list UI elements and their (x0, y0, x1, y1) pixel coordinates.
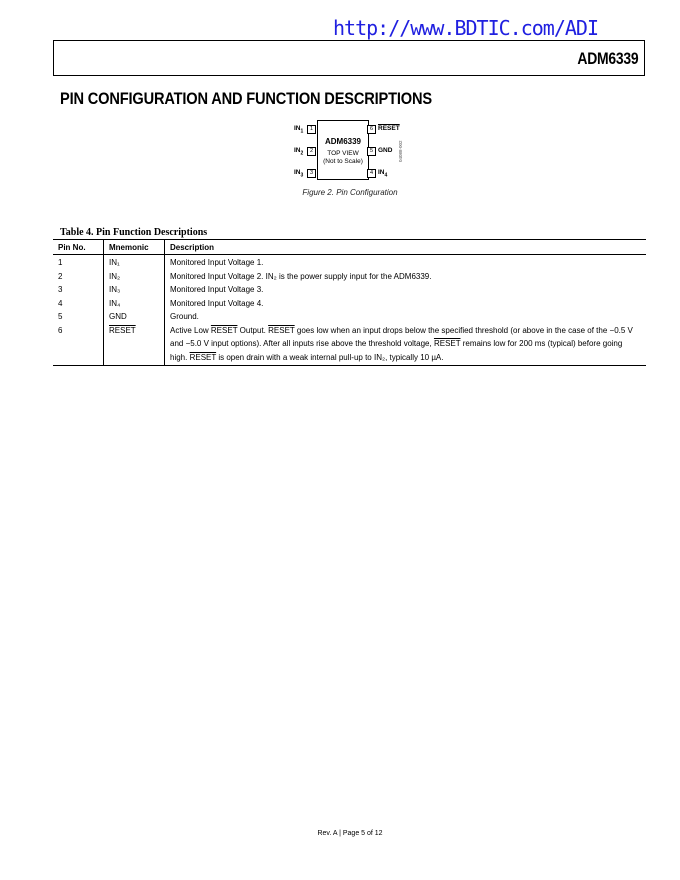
description-cell: Monitored Input Voltage 3. (165, 283, 647, 297)
pin-number-cell: 4 (58, 298, 63, 308)
pin-number-cell: 6 (53, 324, 104, 366)
pin-number-cell: 1 (58, 258, 63, 267)
pin-4-label: $IN_4$ (378, 169, 388, 179)
pin-5-box: 5 (367, 147, 376, 156)
reset-signal-text: RESET (210, 325, 238, 335)
table-row (53, 270, 646, 284)
mnemonic-cell: IN₄ (104, 297, 165, 311)
chip-name: ADM6339 (324, 137, 361, 146)
header-part-number: ADM6339 (576, 49, 638, 68)
column-header-pin-no: Pin No. (53, 240, 104, 255)
mnemonic-cell: IN₂ (104, 270, 165, 284)
description-cell: Monitored Input Voltage 2. IN₂ is the power supply input for the ADM6339. (165, 270, 647, 284)
mnemonic-cell: RESET (104, 324, 165, 366)
mnemonic-cell: IN₃ (104, 283, 165, 297)
pin-number-cell: 5 (58, 312, 63, 321)
page-header (53, 40, 645, 76)
reset-signal-text: RESET (433, 339, 461, 348)
pin-number-cell: 3 (58, 285, 63, 294)
reset-signal-text: RESET (189, 352, 217, 362)
pin-function-table (53, 239, 646, 366)
pin-5-label: GND (378, 147, 393, 154)
mnemonic-cell: IN₁ (104, 255, 165, 270)
pin-2-box: 2 (307, 147, 316, 156)
source-url-link[interactable]: http://www.BDTIC.com/ADI (333, 16, 598, 40)
pin-number-cell: 2 (58, 271, 63, 281)
reset-signal-text: RESET (268, 325, 295, 335)
pin-1-label: $IN_1$ (294, 125, 304, 135)
pin-6-box: 6 (367, 125, 376, 134)
description-cell: Active Low RESET Output. RESET goes low when an input drops below the specified threshold (or above in the case of the −0.5 V and −5.0 V input options). After all inputs rise above the threshold voltage, RESET remains low for 200 ms (typical) before going high. RESET is open drain with a weak internal pull-up to IN₂, typically 10 µA. (165, 324, 647, 366)
mnemonic-cell: GND (104, 310, 165, 324)
table-row (53, 310, 646, 324)
table-header-row (53, 240, 646, 255)
description-cell: Monitored Input Voltage 1. (165, 255, 647, 270)
chip-top-view-label: TOP VIEW (327, 150, 359, 157)
table-row (53, 297, 646, 311)
pin-1-box: 1 (307, 125, 316, 134)
figure-caption: Figure 2. Pin Configuration (302, 188, 398, 197)
chip-body (317, 120, 369, 180)
page-footer: Rev. A | Page 5 of 12 (317, 830, 383, 837)
chip-scale-label: (Not to Scale) (323, 158, 363, 165)
figure-code: 04088-002 (398, 140, 403, 162)
pin-configuration-diagram (286, 118, 416, 184)
pin-6-label: RESET (378, 125, 400, 132)
table-title: Table 4. Pin Function Descriptions (60, 227, 208, 238)
column-header-description: Description (165, 240, 647, 255)
table-row (53, 255, 646, 270)
table-row (53, 283, 646, 297)
pin-4-box: 4 (367, 169, 376, 178)
table-row (53, 324, 646, 366)
pin-3-box: 3 (307, 169, 316, 178)
description-cell: Ground. (165, 310, 647, 324)
column-header-mnemonic: Mnemonic (104, 240, 165, 255)
pin-2-label: $IN_2$ (294, 147, 304, 157)
section-title: PIN CONFIGURATION AND FUNCTION DESCRIPTIONS (60, 89, 432, 108)
pin-3-label: $IN_3$ (294, 169, 304, 179)
description-cell: Monitored Input Voltage 4. (165, 297, 647, 311)
